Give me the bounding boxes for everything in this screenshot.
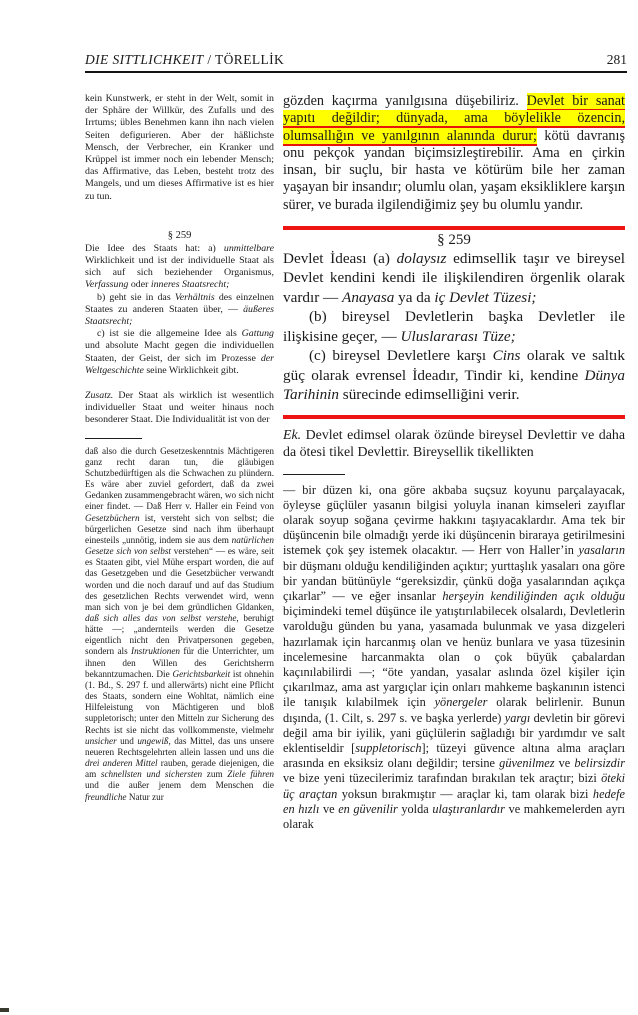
text-run: ve [554,756,575,771]
paragraph [283,346,625,404]
turkish-footnote [283,483,625,833]
text-run: biçimindeki temel düşünce ile yatıştırılabilecek olsalardı, Devletlerin varolduğu günden bu yana, yasamada bulunmak ve yasa dizgeleri hazırlamak için harcanmış olan ve henüz bunlara ve yasa tüzesinin incelemesine harcanmakta olan o çok büyük çabalardan kaçınılabilirdi —; “öte yandan, yasalar aslında özel kişiler için çıkarılmaz, ama ast yargıçlar için onları mahkeme başkanının istenci ile tanışık kılabilmek için [283,604,625,710]
italic-text: schnellsten und sichersten [100,769,203,780]
italic-text: Gattung [241,328,274,340]
italic-text: Dünya Tarihinin [283,366,625,403]
text-run: gözden kaçırma yanılgısına düşebiliriz. [283,93,527,109]
running-title-turkish: TÖRELLİK [215,52,285,67]
text-run: und absolute Macht gegen die individuellen Staaten, der Geist, der sich im Prozesse [85,340,274,364]
paragraph [85,292,274,329]
italic-text: ulaştıranlardır [432,801,505,816]
text-run: daß also die durch Gesetzeskenntnis Mächtigeren ganz recht daran tun, die gläubigen Schutzbedürftigen als die Schwachen zu plündern. Es wäre aber zuviel gefordert, daß da zwei Gedanken zusammengebracht wären, wo sich nicht einer findet. — Daß Herr v. Haller ein Feind von [85,445,274,512]
text-run: devletin bir görevi değil ama bir iyilik, yani güçlülerin sağladığı bir yardımdır ve salt eklentiseldir [ [283,710,625,755]
italic-text: Gerichtsbarkeit [172,668,231,679]
italic-text: Ziele führen [227,769,274,780]
italic-text: unsicher [85,735,117,746]
text-run: und [116,735,138,746]
page-number: 281 [606,52,627,67]
turkish-column [283,93,625,998]
italic-text: daß sich alles das von selbst verstehe [85,613,237,624]
italic-text: suppletorisch [355,740,422,755]
italic-text: Uluslararası Tüze; [400,327,516,345]
ek-paragraph [283,428,625,461]
turkish-opening-paragraph [283,93,625,214]
text-run: (b) bireysel Devletlerin başka Devletler ile ilişkisine geçer, — [283,308,625,345]
italic-text: freundliche [85,791,127,802]
italic-text: öteki üç araçtan [283,771,625,801]
italic-text: Cins [492,347,521,365]
italic-text: Verfassung [85,279,129,291]
text-run: ve [319,801,339,816]
paragraph [85,328,274,377]
german-footnote-separator [85,438,142,439]
page-header [85,52,627,73]
italic-text: Zusatz. [85,390,114,402]
text-run: Devlet edimsel olarak özünde bireysel Devlettir ve daha da ötesi tikel Devlettir. Bireysellik tikellikten [283,428,625,460]
text-run: verstehen“ — es wäre, seit es Staaten gibt, viel Mühe erspart worden, die auf das Gesetzgeben und die Gesetzbücher verwandt worden und die noch darauf und auf das Studium des gesetzlichen Rechts verwendet wird, wenn man sich von je bei dem gründlichen Gldanken, [85,546,274,612]
italic-text: Anayasa [342,288,395,306]
highlighted-text: Devlet bir sanat yapıtı değildir; dünyada, ama böylelikle özencin, olumsallığın ve yanılgının alanında durur; [283,93,625,144]
paragraph [85,243,274,292]
text-run: oder [128,279,151,291]
italic-text: en güvenilir [338,801,398,816]
text-run: (c) bireysel Devletlere karşı [309,347,493,365]
running-title-german: DIE SITTLICHKEIT [85,52,204,67]
turkish-footnote-separator [283,474,345,475]
italic-text: ungewiß [137,735,169,746]
italic-text: yönergeler [434,695,488,710]
text-run: edimsellik taşır ve bireysel Devlet kendini kendi ile ilişkilendiren örgenlik olarak vardır — [283,250,625,306]
paragraph [283,249,625,307]
text-run: sürecinde edimselliğini verir. [339,385,520,403]
text-run: yoksun bırakmıştır — araçlar ki, tam olarak bizi [337,786,593,801]
text-run: ve mahkemelerden ayrı olarak [283,801,625,831]
text-run: ist ohnehin (1. Bd., S. 297 f. und allerwärts) nicht eine Pflicht des Staats, sondern eine Wohltat, nämlich eine Hilfeleistung von Mächtigeren und bloß suppletorisch; unter den Mitteln zur Sicherung des Rechts ist sie nicht das vollkommenste, vielmehr [85,668,274,735]
italic-text: belirsizdir [574,756,625,771]
german-column [85,93,274,998]
text-run: zum [202,769,228,780]
italic-text: äußeres Staatsrecht; [85,303,274,328]
italic-text: Gesetzbüchern [85,512,140,523]
italic-text: güvenilmez [499,756,555,771]
running-title [85,52,284,68]
text-run: bir düşmanı olduğu kendiliğinden açıktır; yurttaşlık yasaları ona göre bir yandan bütünüyle “gereksizdir, çünkü doğa yasalarından açıkça çıkarlar” — ve eğer insanlar [283,558,625,603]
italic-text: drei anderen Mittel [85,758,158,769]
text-run: olarak belirlenir. Bunun dışında, (1. Cilt, s. 297 s. ve başka yerlerde) [283,695,625,725]
text-run: Natur zur [126,791,164,802]
text-run: ya da [394,288,435,306]
text-run: seine Wirklichkeit gibt. [143,364,239,376]
italic-text: der Weltgeschichte [85,352,274,376]
italic-text: Instruktionen [131,646,181,657]
paragraph [283,307,625,346]
italic-text: Verhältnis [174,291,215,303]
text-run: Devlet İdeası (a) [283,250,397,268]
zusatz-paragraph [85,390,274,427]
text-run: Der Staat als wirklich ist wesentlich individueller Staat und weiter hinaus noch besonderer Staat. Die Individualität ist von der [85,390,274,426]
scan-artifact [0,1008,9,1012]
text-run: für die Unterrichter, um ihnen den Willen des Gerichtsherrn bekanntzumachen. Die [85,646,274,679]
text-run: , beruhigt hätte —; „andernteils werden die Gesetze eigentlich nicht den Privatpersonen gegeben, sondern als [85,613,274,657]
turkish-section-heading: § 259 [437,232,471,249]
text-run: , das Mittel, das uns unsere neueren Rechtsgelehrten allein lassen und uns die [85,735,274,757]
red-annotation-box [283,226,625,419]
running-title-separator: / [203,52,216,67]
german-footnote [85,446,274,803]
text-run: b) geht sie in das [97,291,175,303]
german-section-heading: § 259 [167,229,192,241]
italic-text: Ek. [283,428,302,444]
italic-text: iç Devlet Tüzesi; [434,288,537,306]
text-run: ve bize yeni tüzecilerimiz tarafından bırakılan tek araçtır; bizi [283,771,602,786]
german-section-paragraphs [85,243,274,377]
text-run: und die außer jenem dem Menschen die [85,780,274,791]
italic-text: dolaysız [396,250,447,268]
text-run: Wirklichkeit und ist der individuelle Staat als sich auf sich beziehender Organismus, [85,255,274,279]
text-run: ist, versteht sich von selbst; die bürgerlichen Gesetze sind nach ihm überhaupt einesteils „unnötig, indem sie aus dem [85,512,274,545]
italic-text: natürlichen Gesetze sich von selbst [85,534,274,557]
turkish-section-paragraphs [283,249,625,404]
italic-text: yasaların [578,543,625,558]
italic-text: unmittelbare [223,242,274,254]
text-run: rauben, gerade diejenigen, die am [85,758,274,780]
text-run: — bir düzen ki, ona göre akbaba suçsuz koyunu parçalayacak, öyleyse güçlüler yasanın bilgisi yoluyla inanan kimseleri zayıflar olarak soyup soğana çevirme hakkını taşıyacaklardır. Ama tek bir düşüncenin bile olmadığı yerde iki düşüncenin biraraya getirilmesini istemek çok şey istemek olacaktır. — Herr von Haller’in [283,482,625,558]
text-run: yolda [397,801,433,816]
text-run: Die Idee des Staats hat: a) [85,242,224,254]
text-run: olarak ve saltık güç olarak evrensel İdeadır, Tindir ki, kendine [283,347,625,384]
italic-text: inneres Staatsrecht; [150,279,230,291]
text-run: c) ist sie die allgemeine Idee als [97,328,242,340]
german-opening-paragraph: kein Kunstwerk, er steht in der Welt, somit in der Sphäre der Willkür, des Zufalls und des Irrtums; übles Benehmen kann ihn nach vielen Seiten defigurieren. Aber der häßlichste Mensch, der Verbrecher, ein Kranker und Krüppel ist immer noch ein lebender Mensch; das Affirmative, das Leben, besteht trotz des Mangels, und um dieses Affirmative ist es hier zu tun. [85,93,274,202]
italic-text: herşeyin kendiliğinden açık olduğu [442,588,625,603]
text-run: ]; tüzeyi güvence altına alma araçları arasında en eksiksiz olanı değildir; tersine [283,740,625,771]
italic-text: hedefe en hızlı [283,786,625,816]
italic-text: yargı [504,710,531,725]
text-run: des einzelnen Staates zu anderen Staaten über, — [85,291,274,315]
text-run: kötü davranış onu pekçok yandan biçimsizleştirebilir. Ama en çirkin insan, bir suçlu, bir hasta ve kötürüm bile her zaman yaşayan bir insandır; olumlu olan, yaşam eksikliklere karşın sürer, ve burada ilgilendiğimiz şey bu olumlu yandır. [283,127,625,213]
